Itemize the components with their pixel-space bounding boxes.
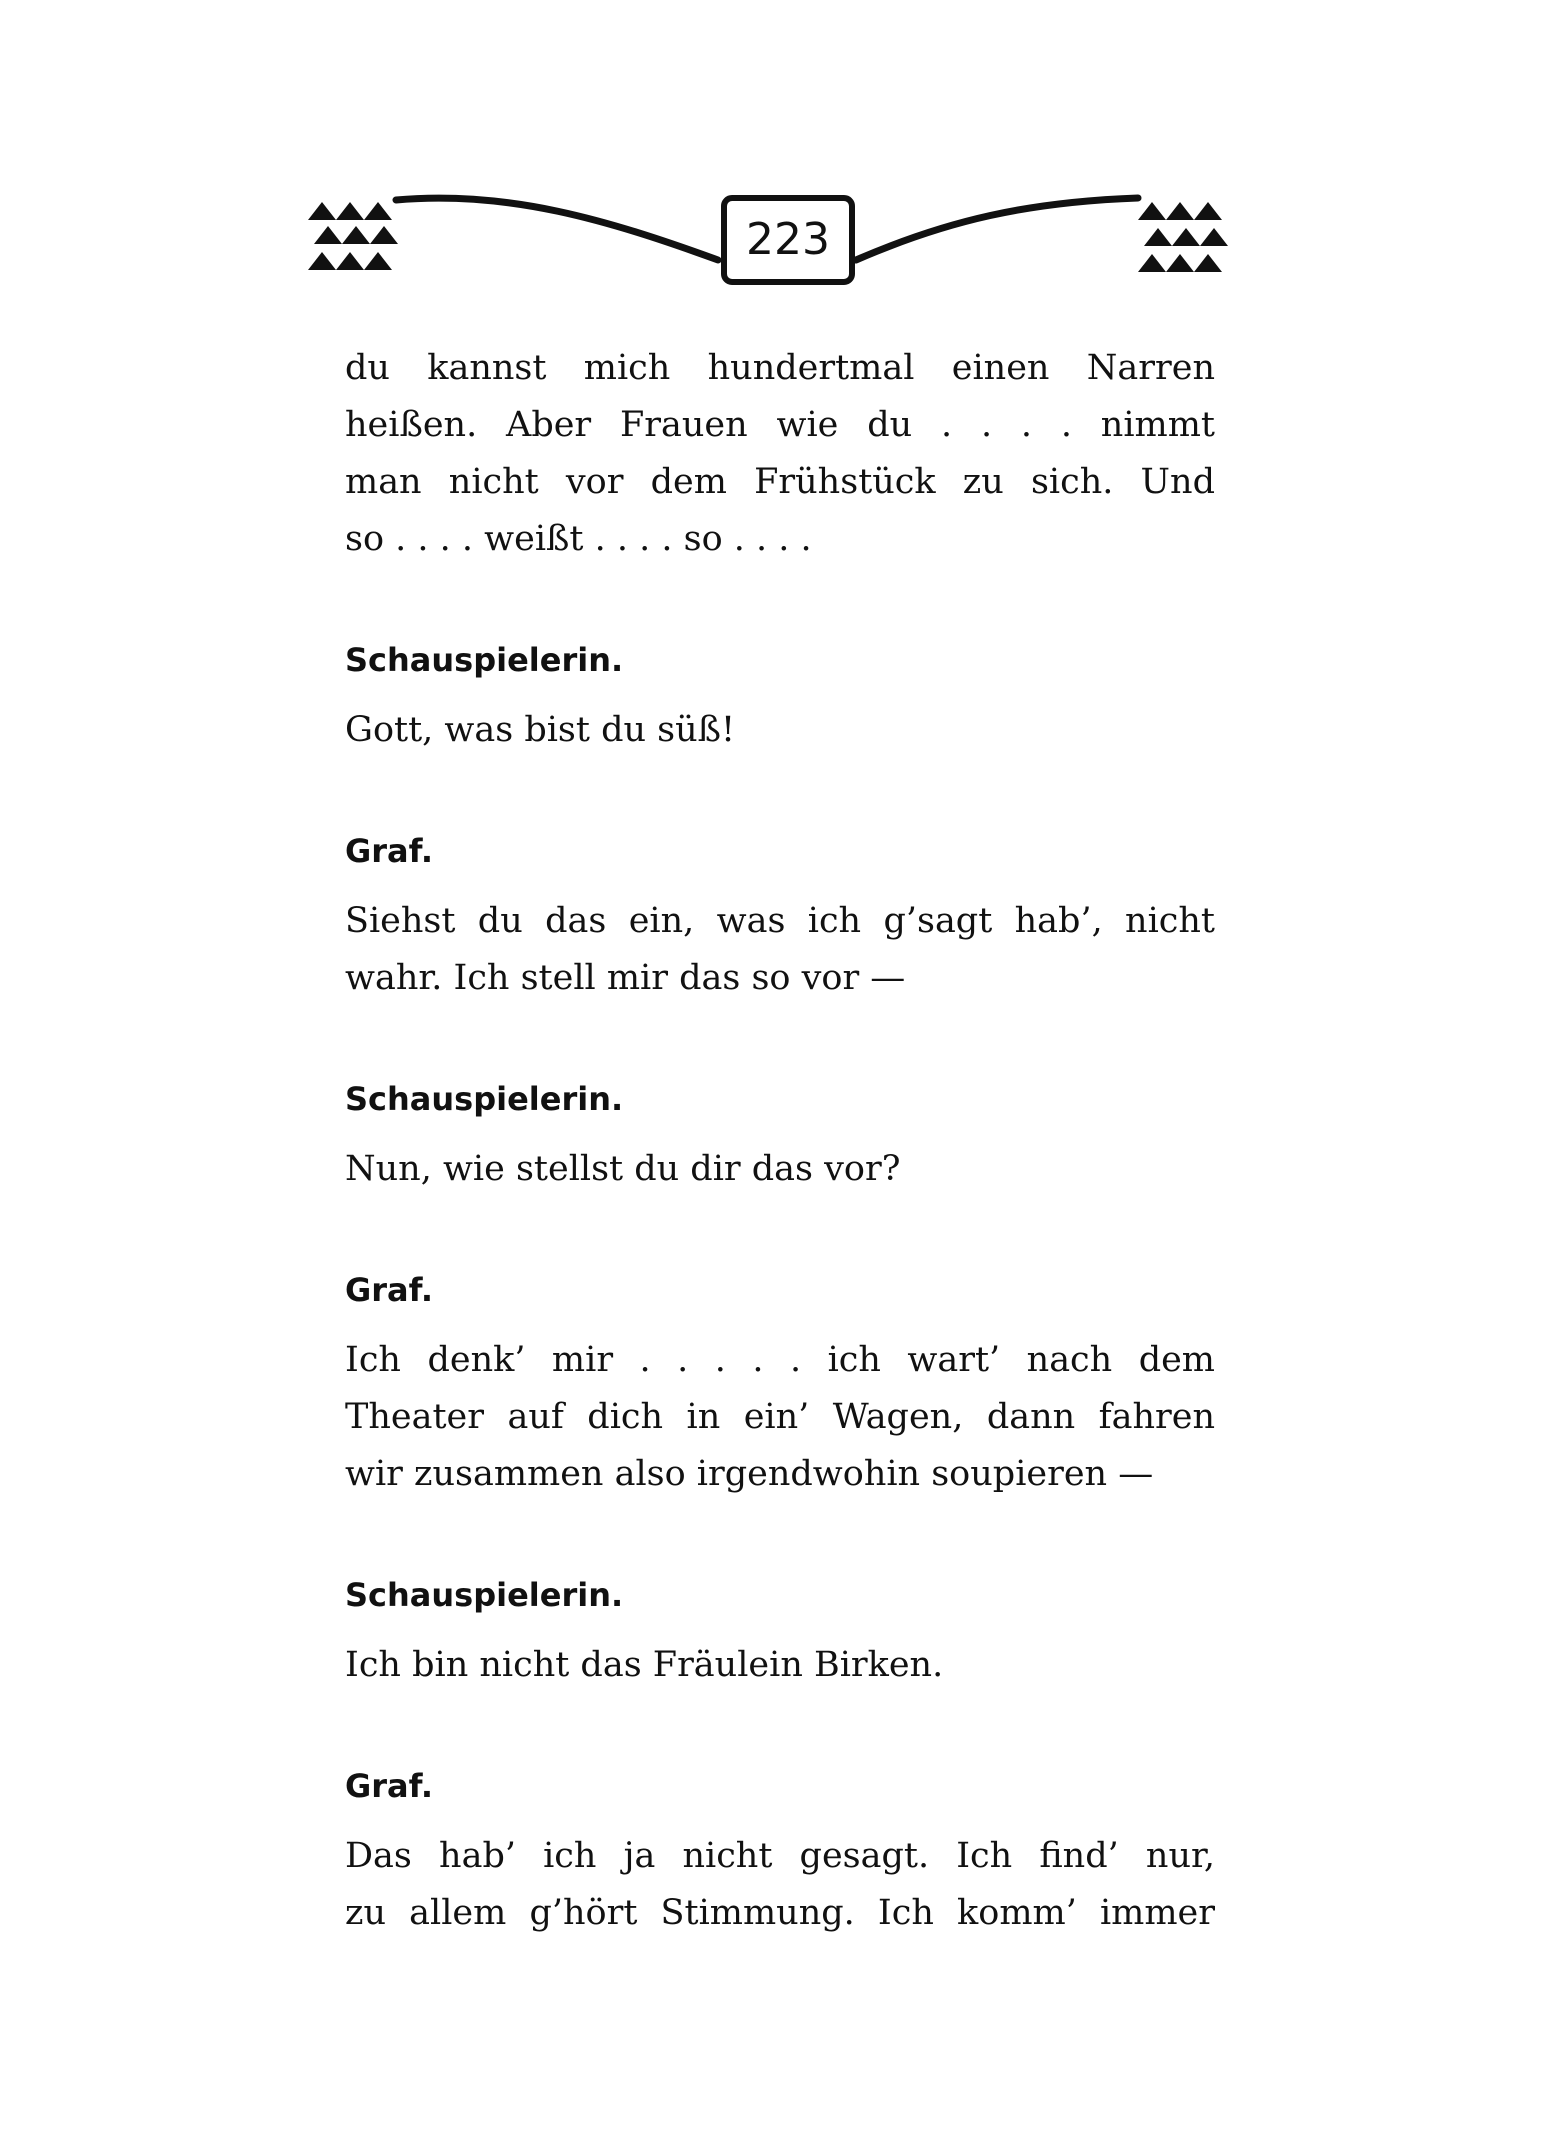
- dialogue-line: Das hab’ ich ja nicht gesagt. Ich find’ nur,: [345, 1836, 1215, 1876]
- dialogue-line: Siehst du das ein, was ich g’sagt hab’, nicht: [345, 901, 1215, 941]
- page-number: 223: [746, 213, 830, 265]
- dialogue-line: Ich bin nicht das Fräulein Birken.: [345, 1645, 944, 1685]
- speaker-name: Graf.: [345, 1271, 433, 1309]
- opening-paragraph: [345, 340, 1215, 568]
- body-text: [345, 340, 1215, 1942]
- speaker-name: Schauspielerin.: [345, 641, 624, 679]
- dialogue-line: Gott, was bist du süß!: [345, 710, 736, 750]
- text-line: du kannst mich hundertmal einen Narren: [345, 348, 1215, 388]
- left-ornament-icon: [308, 202, 398, 270]
- right-ornament-icon: [1138, 202, 1228, 272]
- dialogue-line: Theater auf dich in ein’ Wagen, dann fahren: [345, 1397, 1215, 1437]
- dialogue-line: Ich denk’ mir . . . . . ich wart’ nach dem: [345, 1340, 1215, 1380]
- text-line: heißen. Aber Frauen wie du . . . . nimmt: [345, 405, 1215, 445]
- speaker-name: Schauspielerin.: [345, 1080, 624, 1118]
- dialogue-line: zu allem g’hört Stimmung. Ich komm’ immer: [345, 1893, 1215, 1933]
- dialogue-line: Nun, wie stellst du dir das vor?: [345, 1149, 901, 1189]
- speaker-name: Graf.: [345, 832, 433, 870]
- speaker-name: Schauspielerin.: [345, 1576, 624, 1614]
- text-line: man nicht vor dem Frühstück zu sich. Und: [345, 462, 1215, 502]
- dialogue-line: wir zusammen also irgendwohin soupieren —: [345, 1454, 1154, 1494]
- speaker-name: Graf.: [345, 1767, 433, 1805]
- text-line: so . . . . weißt . . . . so . . . .: [345, 519, 812, 559]
- dialogue-line: wahr. Ich stell mir das so vor —: [345, 958, 906, 998]
- page-header: [308, 180, 1248, 300]
